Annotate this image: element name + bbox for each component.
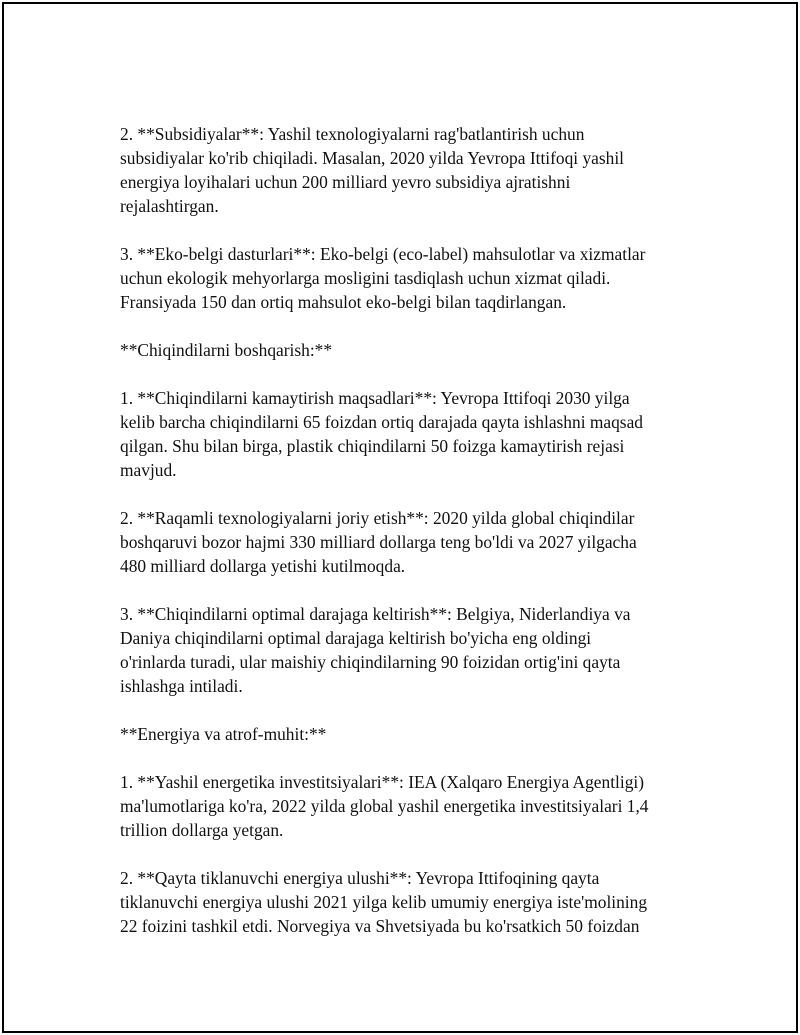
- document-body: [120, 122, 700, 962]
- section-heading-chiqindilarni-boshqarish: **Chiqindilarni boshqarish:**: [120, 340, 333, 360]
- paragraph-subsidiyalar: 2. **Subsidiyalar**: Yashil texnologiyalarni rag'batlantirish uchun subsidiyalar ko'rib chiqiladi. Masalan, 2020 yilda Yevropa Ittifoqi yashil energiya loyihalari uchun 200 milliard yevro subsidiya ajratishni rejalashtirgan.: [120, 124, 625, 216]
- paragraph-kamaytirish-maqsadlari: 1. **Chiqindilarni kamaytirish maqsadlari**: Yevropa Ittifoqi 2030 yilga kelib barcha chiqindilarni 65 foizdan ortiq darajada qayta ishlashni maqsad qilgan. Shu bilan birga, plastik chiqindilarni 50 foizga kamaytirish rejasi mavjud.: [120, 388, 643, 480]
- paragraph-qayta-tiklanuvchi: 2. **Qayta tiklanuvchi energiya ulushi**: Yevropa Ittifoqining qayta tiklanuvchi energiya ulushi 2021 yilga kelib umumiy energiya iste'molining 22 foizini tashkil etdi. Norvegiya va Shvetsiyada bu ko'rsatkich 50 foizdan: [120, 868, 648, 936]
- paragraph-optimal-daraja: 3. **Chiqindilarni optimal darajaga keltirish**: Belgiya, Niderlandiya va Daniya chiqindilarni optimal darajaga keltirish bo'yicha eng oldingi o'rinlarda turadi, ular maishiy chiqindilarning 90 foizidan ortig'ini qayta ishlashga intiladi.: [120, 604, 631, 696]
- paragraph-eko-belgi: 3. **Eko-belgi dasturlari**: Eko-belgi (eco-label) mahsulotlar va xizmatlar uchun ekologik mehyorlarga mosligini tasdiqlash uchun xizmat qiladi. Fransiyada 150 dan ortiq mahsulot eko-belgi bilan taqdirlangan.: [120, 244, 646, 312]
- paragraph-yashil-energetika: 1. **Yashil energetika investitsiyalari**: IEA (Xalqaro Energiya Agentligi) ma'lumotlariga ko'ra, 2022 yilda global yashil energetika investitsiyalari 1,4 trillion dollarga yetgan.: [120, 772, 649, 840]
- section-heading-energiya-atrof-muhit: **Energiya va atrof-muhit:**: [120, 724, 327, 744]
- paragraph-raqamli-texnologiyalar: 2. **Raqamli texnologiyalarni joriy etish**: 2020 yilda global chiqindilar boshqaruvi bozor hajmi 330 milliard dollarga teng bo'ldi va 2027 yilgacha 480 milliard dollarga yetishi kutilmoqda.: [120, 508, 637, 576]
- document-page: [2, 2, 798, 1033]
